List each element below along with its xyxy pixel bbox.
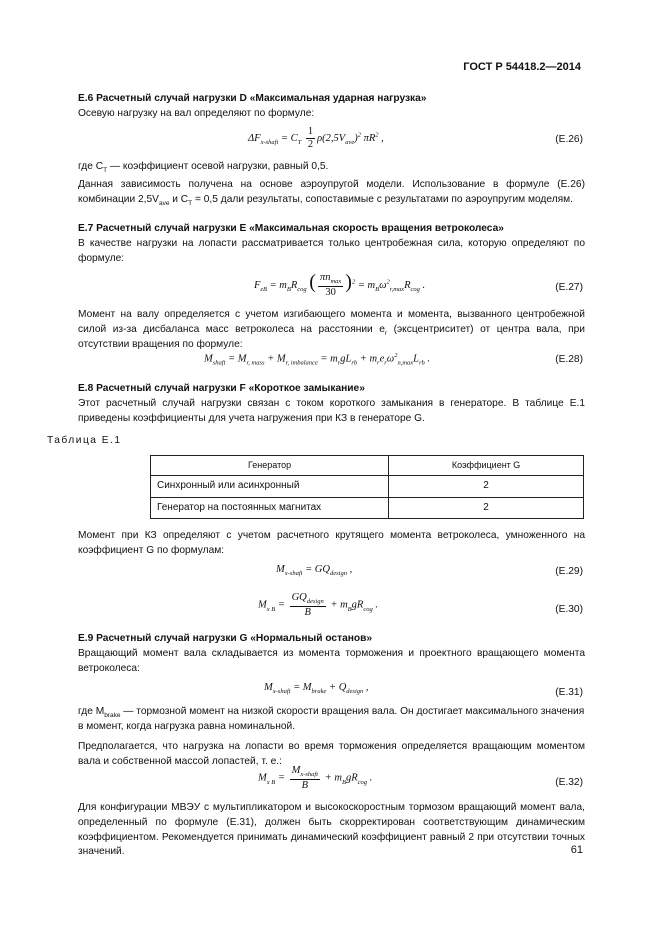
text-sub: r (384, 329, 388, 337)
page-number: 61 (570, 844, 583, 856)
table-e1 (150, 455, 584, 519)
paragraph: Осевую нагрузку на вал определяют по формуле: (78, 107, 315, 119)
paragraph: В качестве нагрузки на лопасти рассматривается только центробежная сила, которую определяют по формуле: (78, 237, 585, 264)
table-header-row (151, 456, 584, 476)
equation-number: (Е.31) (555, 687, 583, 698)
section-heading: Е.6 Расчетный случай нагрузки D «Максимальная ударная нагрузка» (78, 93, 427, 104)
paragraph (78, 801, 585, 860)
paragraph: Этот расчетный случай нагрузки связан с током короткого замыкания в генераторе. В таблице Е.1 приведены коэффициенты для учета нагружения при КЗ в генераторе G. (78, 397, 585, 424)
formula-e28: $M_{shaft} = M_{r, mass} + M_{r, imbalance} = m_rgL_{rb} + m_re_r\omega^2_{n,max}L_{rb}$ . (204, 352, 431, 367)
paragraph: Вращающий момент вала складывается из момента торможения и проектного вращающего момента ветроколеса: (78, 647, 585, 674)
formula-e29: $M_{x-shaft} = GQ_{design}$ , (276, 564, 353, 578)
section-e6 (78, 92, 585, 122)
text-sub: T (188, 199, 193, 207)
where-clause (78, 705, 585, 735)
paragraph (78, 308, 585, 353)
equation-number: (Е.26) (555, 134, 583, 145)
section-e9 (78, 632, 585, 676)
table-cell: Генератор на постоянных магнитах (151, 497, 389, 519)
table-caption: Таблица Е.1 (47, 435, 122, 446)
paragraph (78, 178, 585, 208)
paragraph (78, 529, 585, 559)
table-cell: 2 (389, 497, 584, 519)
text: Момент при КЗ определяют с учетом расчетного крутящего момента ветроколеса, умноженного на коэффициент G по формулам: (78, 530, 585, 556)
table-row (151, 497, 584, 519)
text: (эксцентриситет) от центра вала, при отсутствии вращения по формуле: (78, 323, 585, 351)
where-text: где M (78, 706, 105, 717)
where-clause (78, 160, 585, 175)
text-sub: ave (158, 199, 170, 207)
where-sub: brake (104, 712, 121, 720)
section-heading: Е.7 Расчетный случай нагрузки E «Максимальная скорость вращения ветроколеса» (78, 223, 504, 234)
equation-number: (Е.28) (555, 354, 583, 365)
equation-number: (Е.27) (555, 282, 583, 293)
text: = 0,5 дали результаты, сопоставимые с результатами по аэроупругим моделям. (192, 193, 573, 205)
text: Для конфигурации МВЭУ с мультипликатором и высокоскоростным тормозом вращающий момент вала, определенный по формуле (Е.31), должен быть скорректирован соответствующим динамическим коэффициентом. Рекомендуется принимать динамический коэффициент равный 2 при отсутствии точных значений. (78, 802, 585, 858)
where-rest: — тормозной момент на низкой скорости вращения вала. Он достигает максимального значения в момент, когда нагрузка равна номинальной. (78, 706, 585, 733)
table-row (151, 476, 584, 498)
formula-e27: $F_{zB} = m_BR_{cog}$ ( $\frac{\pi n_{max}}{30}$ )$^2 = m_B\omega^2_{r,max}R_{cog}$ . (254, 271, 426, 298)
formula-e30: $M_{x B}$ = $\frac{GQ_{design}}{B}$ + $m_BgR_{cog}$ . (258, 592, 378, 618)
formula-e26: $\Delta F_{x-shaft} = C_T$ $\frac{1}{2}$ $\rho(2,5V_{ave})^2$ $\pi R^2$ , (248, 126, 384, 151)
section-e7 (78, 222, 585, 266)
formula-e31: $M_{x-shaft} = M_{brake} + Q_{design}$ , (264, 682, 369, 696)
section-heading: Е.9 Расчетный случай нагрузки G «Нормальный останов» (78, 633, 373, 644)
text: Предполагается, что нагрузка на лопасти во время торможения определяется вращающим моментом вала и собственной массой лопастей, т. е.: (78, 741, 585, 767)
table-cell: Синхронный или асинхронный (151, 476, 389, 498)
document-header: ГОСТ Р 54418.2—2014 (463, 61, 581, 73)
table-header: Генератор (151, 456, 389, 476)
table-header: Коэффициент G (389, 456, 584, 476)
equation-number: (Е.29) (555, 566, 583, 577)
section-heading: Е.8 Расчетный случай нагрузки F «Короткое замыкание» (78, 383, 365, 394)
section-e8 (78, 382, 585, 426)
formula-e32: $M_{x B}$ = $\frac{M_{x-shaft}}{B}$ + $m_BgR_{cog}$ . (258, 765, 373, 791)
where-rest: — коэффициент осевой нагрузки, равный 0,5. (107, 161, 329, 172)
text: Момент на валу определяется с учетом изгибающего момента и момента, вызванного центробежной силой из-за дисбаланса масс ветроколеса на расстоянии e (78, 309, 585, 335)
text: и C (169, 193, 189, 205)
where-text: где C (78, 161, 104, 172)
equation-number: (Е.30) (555, 604, 583, 615)
where-sub: T (103, 167, 108, 175)
equation-number: (Е.32) (555, 777, 583, 788)
table-cell: 2 (389, 476, 584, 498)
text: Данная зависимость получена на основе аэроупругой модели. Использование в формуле (Е.26) комбинации 2,5V (78, 179, 585, 205)
